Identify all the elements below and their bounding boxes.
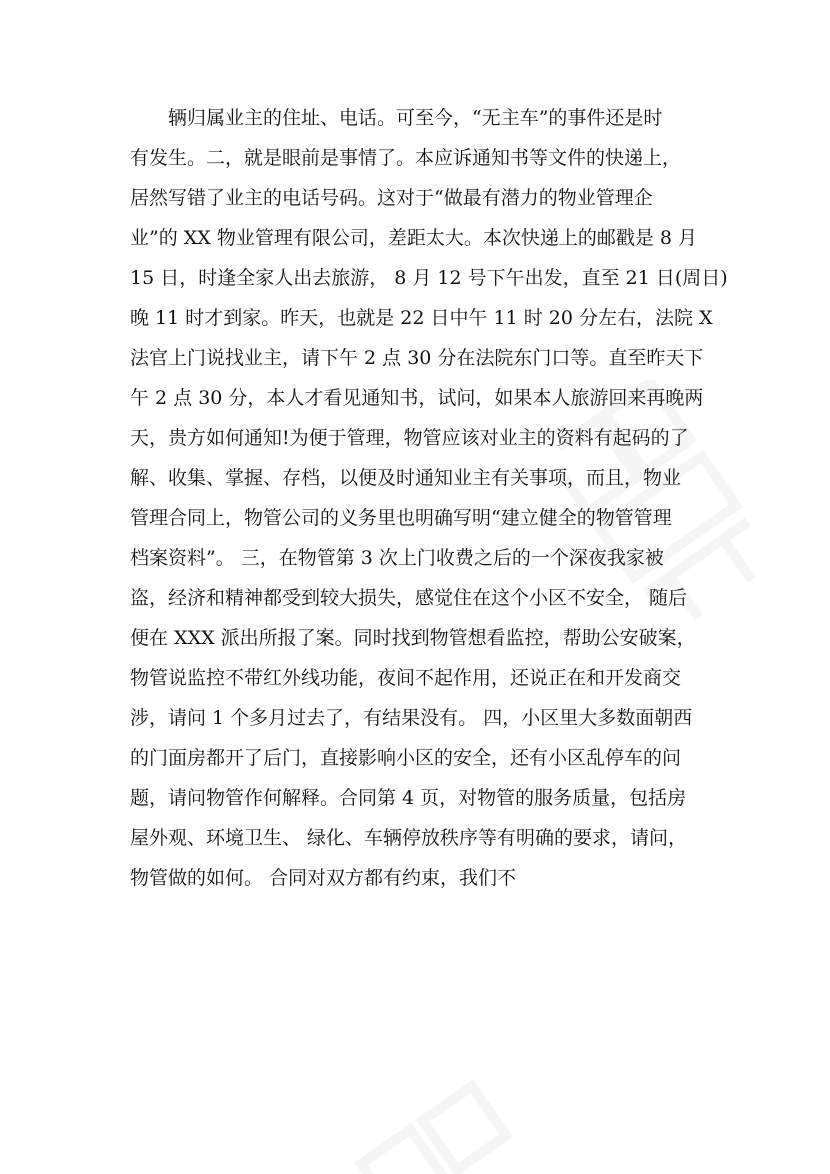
text-line: 业”的 XX 物业管理有限公司，差距太大。本次快递上的邮戳是 8 月 bbox=[130, 227, 698, 249]
text-line: 午 2 点 30 分，本人才看见通知书，试问，如果本人旅游回来再晚两 bbox=[130, 387, 704, 409]
text-line: 涉，请问 1 个多月过去了，有结果没有。 四，小区里大多数面朝西 bbox=[130, 707, 693, 729]
text-line: 居然写错了业主的电话号码。这对于“做最有潜力的物业管理企 bbox=[130, 187, 653, 209]
watermark-logo-lower bbox=[300, 1080, 560, 1174]
text-line: 辆归属业主的住址、电话。可至今，“无主车”的事件还是时 bbox=[168, 107, 663, 129]
text-line: 盗，经济和精神都受到较大损失，感觉住在这个小区不安全， 随后 bbox=[130, 587, 688, 609]
text-line: 物管做的如何。 合同对双方都有约束，我们不 bbox=[130, 867, 517, 889]
text-line: 物管说监控不带红外线功能，夜间不起作用，还说正在和开发商交 bbox=[130, 667, 682, 689]
text-line: 屋外观、环境卫生、 绿化、车辆停放秩序等有明确的要求，请问， bbox=[130, 827, 688, 849]
text-line: 解、收集、掌握、存档，以便及时通知业主有关事项，而且，物业 bbox=[130, 467, 682, 489]
body-text bbox=[130, 98, 728, 898]
text-line: 15 日，时逢全家人出去旅游， 8 月 12 号下午出发，直至 21 日(周日) bbox=[130, 267, 728, 289]
text-line: 的门面房都开了后门，直接影响小区的安全，还有小区乱停车的问 bbox=[130, 747, 682, 769]
text-line: 法官上门说找业主，请下午 2 点 30 分在法院东门口等。直至昨天下 bbox=[130, 347, 704, 369]
text-line: 有发生。二，就是眼前是事情了。本应诉通知书等文件的快递上， bbox=[130, 147, 682, 169]
text-line: 天，贵方如何通知!为便于管理，物管应该对业主的资料有起码的了 bbox=[130, 427, 689, 449]
text-line: 题，请问物管作何解释。合同第 4 页，对物管的服务质量，包括房 bbox=[130, 787, 687, 809]
text-line: 晚 11 时才到家。昨天，也就是 22 日中午 11 时 20 分左右，法院 X bbox=[130, 307, 713, 329]
text-line: 便在 XXX 派出所报了案。同时找到物管想看监控，帮助公安破案， bbox=[130, 627, 696, 649]
text-line: 管理合同上，物管公司的义务里也明确写明“建立健全的物管管理 bbox=[130, 507, 672, 529]
text-line: 档案资料”。 三，在物管第 3 次上门收费之后的一个深夜我家被 bbox=[130, 547, 664, 569]
